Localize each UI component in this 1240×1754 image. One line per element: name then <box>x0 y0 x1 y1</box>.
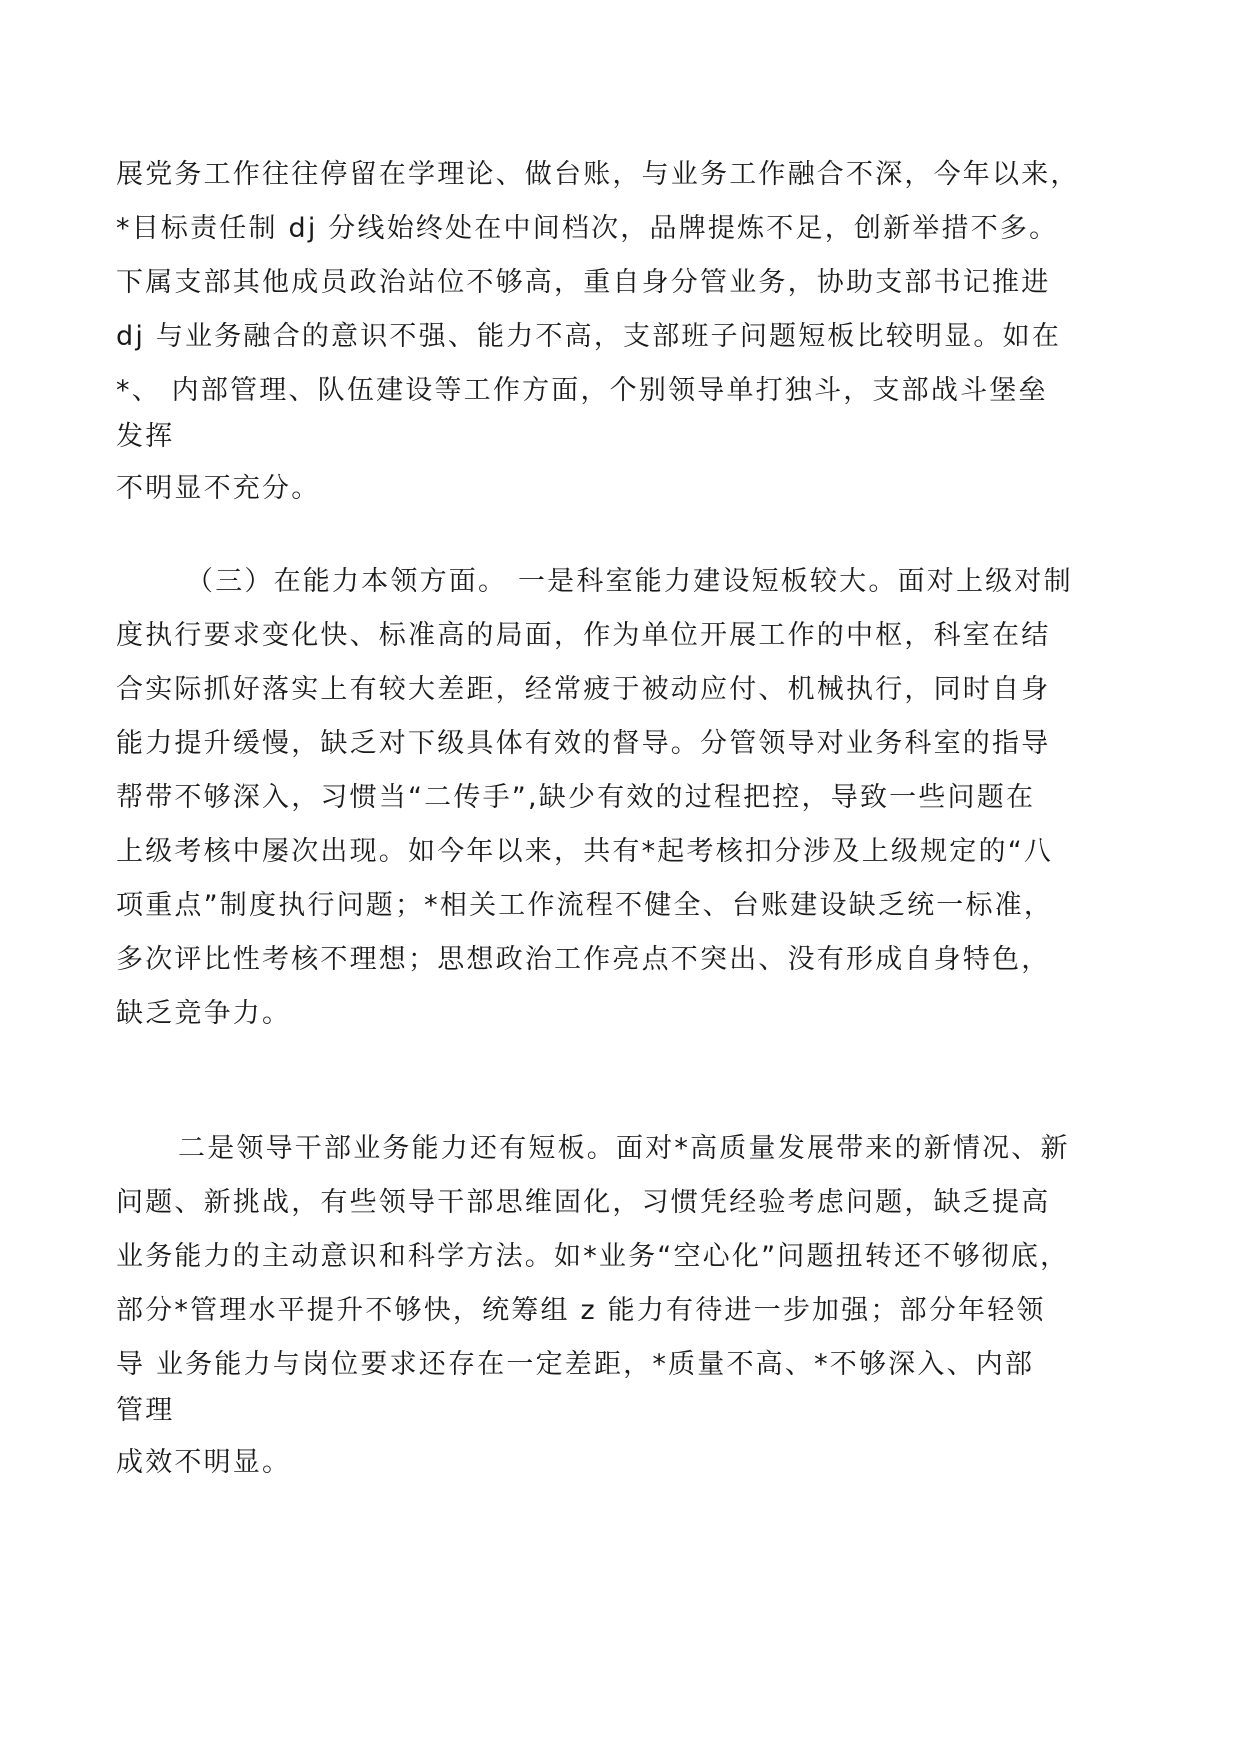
paragraph-line: 展党务工作往往停留在学理论、做台账，与业务工作融合不深，今年以来， <box>116 159 1080 190</box>
paragraph-line: 度执行要求变化快、标准高的局面，作为单位开展工作的中枢，科室在结 <box>116 620 1051 651</box>
paragraph-line: 问题、新挑战，有些领导干部思维固化，习惯凭经验考虑问题，缺乏提高 <box>116 1187 1051 1218</box>
paragraph-line: 不明显不充分。 <box>116 473 321 504</box>
paragraph-line: （三）在能力本领方面。 一是科室能力建设短板较大。面对上级对制 <box>186 566 1073 597</box>
paragraph-line: 业务能力的主动意识和科学方法。如*业务“空心化”问题扭转还不够彻底， <box>116 1241 1070 1272</box>
paragraph-line: 帮带不够深入，习惯当“二传手”,缺少有效的过程把控，导致一些问题在 <box>116 782 1036 813</box>
paragraph-line: 项重点”制度执行问题；*相关工作流程不健全、台账建设缺乏统一标准， <box>116 890 1054 921</box>
paragraph-line: 多次评比性考核不理想；思想政治工作亮点不突出、没有形成自身特色， <box>116 944 1051 975</box>
paragraph-line: 合实际抓好落实上有较大差距，经常疲于被动应付、机械执行，同时自身 <box>116 674 1051 705</box>
paragraph-line: 能力提升缓慢，缺乏对下级具体有效的督导。分管领导对业务科室的指导 <box>116 728 1051 759</box>
paragraph-line: 上级考核中屡次出现。如今年以来，共有*起考核扣分涉及上级规定的“八 <box>116 836 1054 867</box>
paragraph-line: 管理 <box>116 1395 175 1426</box>
paragraph-line: 成效不明显。 <box>116 1447 292 1478</box>
paragraph-line: 部分*管理水平提升不够快，统筹组 z 能力有待进一步加强；部分年轻领 <box>116 1295 1046 1326</box>
paragraph-line: 下属支部其他成员政治站位不够高，重自身分管业务，协助支部书记推进 <box>116 267 1051 298</box>
paragraph-line: *目标责任制 dj 分线始终处在中间档次，品牌提炼不足，创新举措不多。 <box>116 213 1059 244</box>
paragraph-line: 缺乏竞争力。 <box>116 998 292 1029</box>
paragraph-line: dj 与业务融合的意识不强、能力不高，支部班子问题短板比较明显。如在 <box>116 321 1062 352</box>
paragraph-line: 发挥 <box>116 421 175 452</box>
paragraph-line: 导 业务能力与岗位要求还存在一定差距，*质量不高、*不够深入、内部 <box>116 1349 1035 1380</box>
paragraph-line: 二是领导干部业务能力还有短板。面对*高质量发展带来的新情况、新 <box>178 1133 1070 1164</box>
paragraph-line: *、 内部管理、队伍建设等工作方面，个别领导单打独斗，支部战斗堡垒 <box>116 375 1048 406</box>
